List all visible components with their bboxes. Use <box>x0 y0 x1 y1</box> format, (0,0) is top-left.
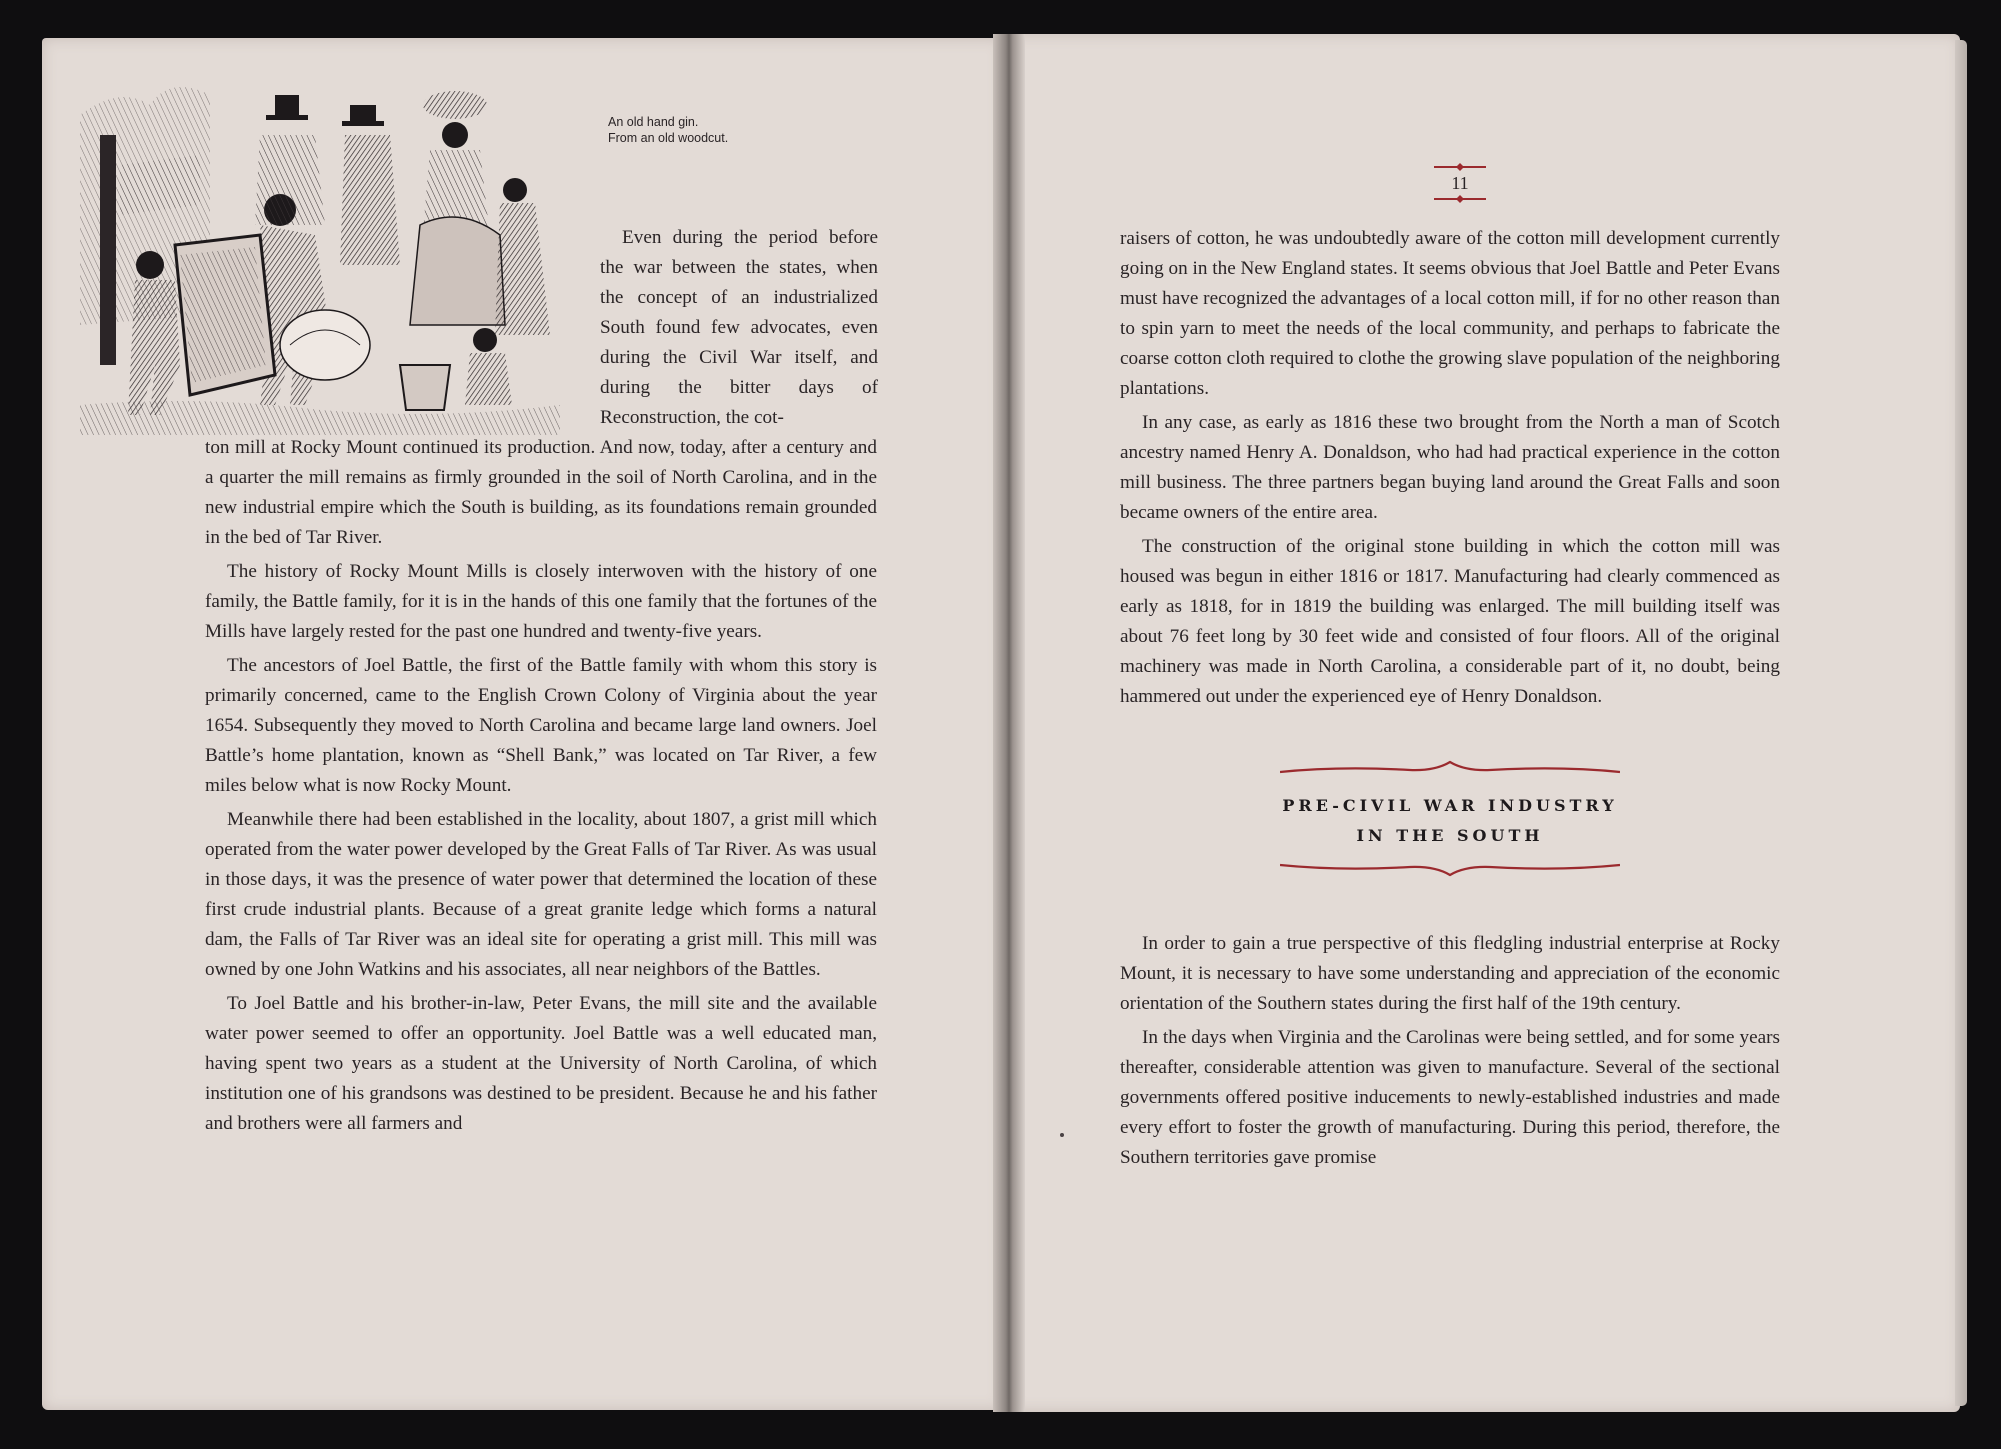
left-paragraph-5: To Joel Battle and his brother-in-law, Peter Evans, the mill site and the available water power seemed to offer an opportunity. Joel Battle was a well educated man, having spent two years as a student at the University of North Carolina, of which institution one of his grandsons was destined to be president. Because he and his father and brothers were all farmers and <box>205 993 877 1134</box>
section-heading-line-2: IN THE SOUTH <box>1356 826 1544 845</box>
left-column <box>205 433 877 1139</box>
right-column-top <box>1120 224 1780 712</box>
left-paragraph-4: Meanwhile there had been established in the locality, about 1807, a grist mill which operated from the water power developed by the Great Falls of Tar River. As was usual in those days, it was the presence of water power that determined the location of these first crude industrial plants. Because of a great granite ledge which forms a natural dam, the Falls of Tar River was an ideal site for operating a grist mill. This mill was owned by one John Watkins and his associates, all near neighbors of the Battles. <box>205 809 877 980</box>
page-number-top-ornament <box>1434 162 1486 172</box>
section-heading-block <box>1280 760 1620 882</box>
flourish-ornament-bottom <box>1280 861 1620 877</box>
wrapped-paragraph: Even during the period before the war between the states, when the concept of an industrialized South found few advocates, even during the Civil War itself, and during the bitter days of Reconstruction, the cot- <box>600 227 878 428</box>
woodcut-illustration <box>80 75 560 435</box>
section-heading <box>1280 791 1620 851</box>
right-paragraph-3: The construction of the original stone building in which the cotton mill was housed was begun in either 1816 or 1817. Manufacturing had clearly commenced as early as 1818, for in 1819 the building was enlarged. The mill building itself was about 76 feet long by 30 feet wide and consisted of four floors. All of the original machinery was made in North Carolina, a considerable part of it, no doubt, being hammered out under the experienced eye of Henry Donaldson. <box>1120 536 1780 707</box>
right-column-bottom <box>1120 929 1780 1173</box>
page-speck <box>1060 1133 1064 1137</box>
right-paragraph-4: In order to gain a true perspective of this fledgling industrial enterprise at Rocky Mount, it is necessary to have some understanding and appreciation of the economic orientation of the Southern states during the first half of the 19th century. <box>1120 933 1780 1014</box>
illustration-caption <box>608 114 828 146</box>
caption-line-2: From an old woodcut. <box>608 131 729 145</box>
right-paragraph-5: In the days when Virginia and the Carolinas were being settled, and for some years thereafter, considerable attention was given to manufacture. Several of the sectional governments offered positive inducements to newly-established industries and made every effort to foster the growth of manufacturing. During this period, therefore, the Southern territories gave promise <box>1120 1027 1780 1168</box>
flourish-ornament-top <box>1280 760 1620 776</box>
left-paragraph-1: ton mill at Rocky Mount continued its production. And now, today, after a century and a quarter the mill remains as firmly grounded in the soil of North Carolina, and in the new industrial empire which the South is building, as its foundations remain grounded in the bed of Tar River. <box>205 437 877 548</box>
caption-line-1: An old hand gin. <box>608 115 699 129</box>
left-paragraph-3: The ancestors of Joel Battle, the first of the Battle family with whom this story is primarily concerned, came to the English Crown Colony of Virginia about the year 1654. Subsequently they moved to North Carolina and became large land owners. Joel Battle’s home plantation, known as “Shell Bank,” was located on Tar River, a few miles below what is now Rocky Mount. <box>205 655 877 796</box>
page-number: 11 <box>1451 173 1469 193</box>
page-number-block <box>1434 162 1486 204</box>
wrapped-paragraph-block <box>600 223 878 433</box>
right-paragraph-1: raisers of cotton, he was undoubtedly aware of the cotton mill development currently going on in the New England states. It seems obvious that Joel Battle and Peter Evans must have recognized the advantages of a local cotton mill, if for no other reason than to spin yarn to meet the needs of the local community, and perhaps to fabricate the coarse cotton cloth required to clothe the growing slave population of the neighboring plantations. <box>1120 228 1780 399</box>
page-edges <box>1955 40 1967 1406</box>
book-gutter <box>993 34 1025 1412</box>
left-paragraph-2: The history of Rocky Mount Mills is closely interwoven with the history of one family, the Battle family, for it is in the hands of this one family that the fortunes of the Mills have largely rested for the past one hundred and twenty-five years. <box>205 561 877 642</box>
right-paragraph-2: In any case, as early as 1816 these two brought from the North a man of Scotch ancestry named Henry A. Donaldson, who had had practical experience in the cotton mill business. The three partners began buying land around the Great Falls and soon became owners of the entire area. <box>1120 412 1780 523</box>
page-number-bottom-ornament <box>1434 194 1486 204</box>
section-heading-line-1: PRE-CIVIL WAR INDUSTRY <box>1282 796 1618 815</box>
